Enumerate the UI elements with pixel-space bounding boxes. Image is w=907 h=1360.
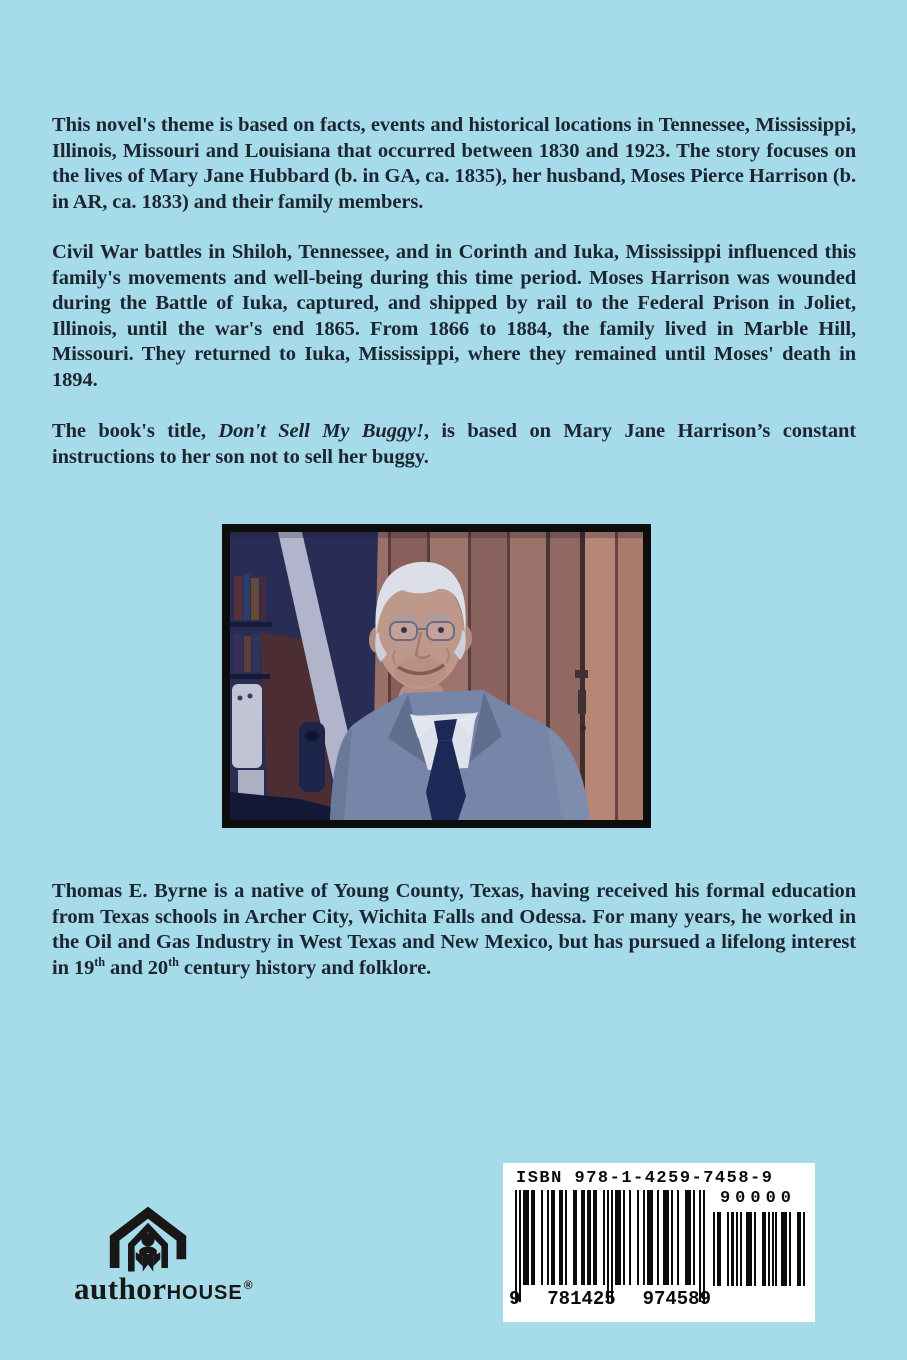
author-photo-illustration (230, 532, 643, 820)
synopsis-paragraph-1: This novel's theme is based on facts, events and historical locations in Tennessee, Mississippi, Illinois, Missouri and Louisiana that occurred between 1830 and 1923. The story focuses on the lives of Mary Jane Hubbard (b. in GA, ca. 1835), her husband, Moses Pierce Harrison (b. in AR, ca. 1833) and their family members. (52, 114, 856, 213)
ean13-barcode (515, 1190, 705, 1285)
barcode-digits (509, 1290, 711, 1309)
barcode-supplement (711, 1190, 805, 1286)
publisher-wordmark-author: author (74, 1271, 167, 1306)
ean5-barcode (711, 1212, 805, 1286)
authorhouse-house-icon (104, 1203, 192, 1275)
synopsis-paragraph-3: The book's title, Don't Sell My Buggy!, is based on Mary Jane Harrison’s constant instructions to her son not to sell her buggy. (52, 420, 857, 468)
author-bio-paragraph: Thomas E. Byrne is a native of Young County, Texas, having received his formal education from Texas schools in Archer City, Wichita Falls and Odessa. For many years, he worked in the Oil and Gas Industry in West Texas and New Mexico, but has pursued a lifelong interest in 19th and 20th century history and folklore. (52, 880, 856, 979)
isbn-label: ISBN 978-1-4259-7458-9 (516, 1169, 774, 1188)
publisher-wordmark (74, 1271, 253, 1307)
isbn-barcode-panel (503, 1163, 815, 1322)
synopsis-paragraph-2: Civil War battles in Shiloh, Tennessee, and in Corinth and Iuka, Mississippi influenced this family's movements and well-being during this time period. Moses Harrison was wounded during the Battle of Iuka, captured, and shipped by rail to the Federal Prison in Joliet, Illinois, until the war's end 1865. From 1866 to 1884, the family lived in Marble Hill, Missouri. They returned to Iuka, Mississippi, where they remained until Moses' death in 1894. (52, 241, 856, 391)
publisher-wordmark-house: HOUSE (166, 1282, 243, 1304)
price-code: 90000 (719, 1189, 796, 1208)
barcode-digit-group: 974589 (642, 1288, 711, 1310)
author-photo (222, 524, 651, 828)
barcode-digit-group: 781425 (547, 1288, 616, 1310)
registered-trademark-symbol: ® (243, 1278, 253, 1292)
barcode-digit-group: 9 (509, 1288, 521, 1310)
